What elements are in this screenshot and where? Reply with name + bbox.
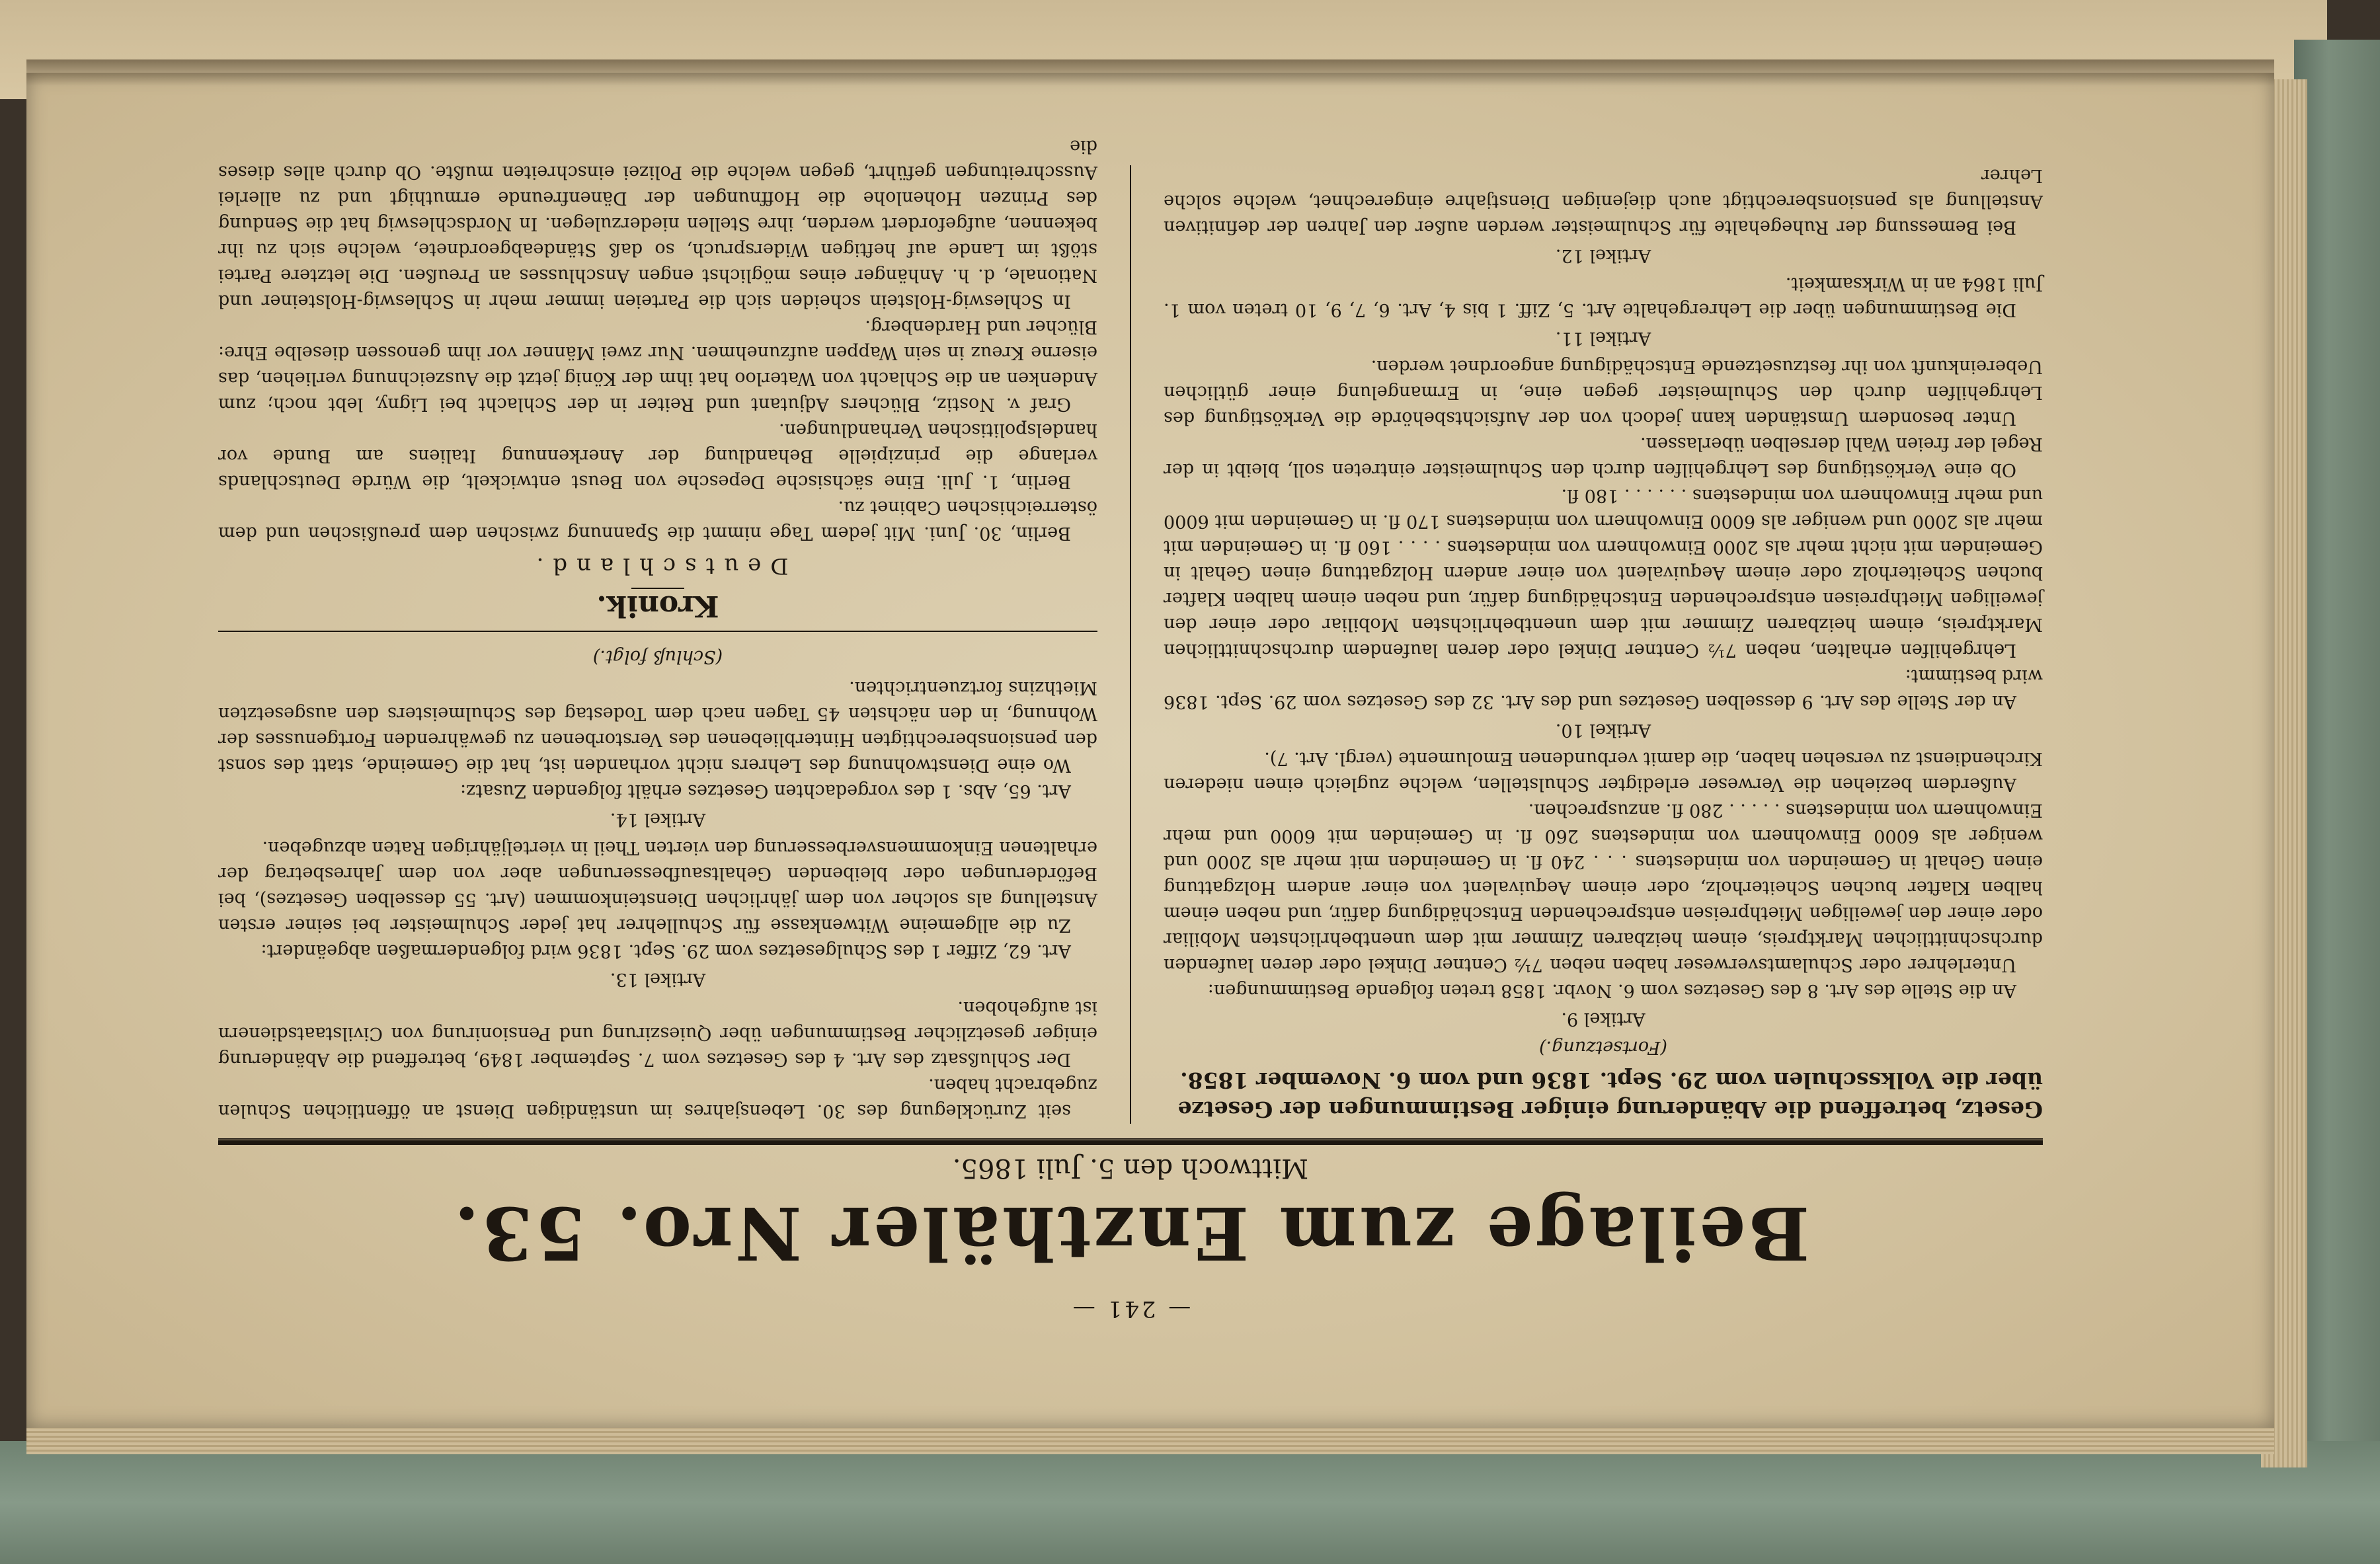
law-headline: Gesetz, betreffend die Abänderung einiger Bestimmungen der Gesetze über die Volksschulen vom 29. Sept. 1836 und vom 6. November 1858.	[1177, 1068, 2043, 1122]
paragraph: Ob eine Verköstigung des Lehrgehilfen durch den Schulmeister eintreten soll, bleibt in der Regel der freien Wahl derselben überlassen.	[1164, 434, 2043, 480]
news-item: Berlin, 1. Juli. Eine sächsische Depesche von Beust entwickelt, die Würde Deutschlands verlange die prinzipielle Behandlung der Anerkennung Italiens am Bunde vor handelspolitischen Verhandlungen.	[218, 420, 1097, 492]
book-cover-bottom	[0, 1441, 2380, 1564]
paragraph: seit Zurücklegung des 30. Lebensjahres im unständigen Dienst an öffentlichen Schulen zugebracht haben.	[218, 1075, 1097, 1121]
page-number: — 241 —	[1070, 1296, 1191, 1322]
paragraph: Art. 65, Abs. 1 des vorgedachten Gesetzes erhält folgenden Zusatz:	[460, 781, 1071, 801]
paragraph: Die Bestimmungen über die Lehrergehalte Art. 5, Ziff. 1 bis 4, Art. 6, 7, 9, 10 treten vom 1. Juli 1864 an in Wirksamkeit.	[1164, 274, 2043, 320]
paragraph: Art. 62, Ziffer 1 des Schulgesetzes vom 29. Sept. 1836 wird folgendermaßen abgeändert:	[260, 941, 1071, 961]
paragraph: Zu die allgemeine Witwenkasse für Schullehrer hat jeder Schulmeister bei seiner ersten Anstellung als solcher von dem jährlichen Diensteinkommen (Art. 55 desselben Gesetzes), bei Beförderungen oder bleibenden Gehaltsaufbesserungen aber von dem Jahresbetrag der erhaltenen Einkommensverbesserung den vierten Theil in vierteljährigen Raten abzugeben.	[218, 838, 1097, 935]
artikel-heading: Artikel 10.	[1555, 720, 1651, 740]
artikel-heading: Artikel 11.	[1555, 328, 1651, 348]
page-content-rotated	[218, 136, 2043, 1322]
news-item: Berlin, 30. Juni. Mit jedem Tage nimmt die Spannung zwischen dem preußischen und dem österreichischen Cabinet zu.	[218, 497, 1097, 543]
news-item: In Schleswig-Holstein scheiden sich die Parteien immer mehr in Schleswig-Holsteiner und Nationale, d. h. Anhänger eines möglichst engen Anschlusses an Preußen. Die letztere Partei stößt im Lande auf heftigen Widerspruch, so daß Ständeabgeordnete, welche sich zu ihr bekennen, aufgefordert werden, ihre Stellen niederzulegen. In Nordschleswig hat die Sendung des Prinzen Hohenlohe die Hoffnungen der Dänenfreunde ermuthigt und zu allerlei Ausschreitungen geführt, gegen welche die Polizei einschreiten mußte. Ob durch alles dieses die	[218, 136, 1097, 311]
left-column	[1164, 163, 2043, 1124]
dateline: Mittwoch den 5. Juli 1865.	[952, 1153, 1309, 1183]
paragraph: Unterlehrer oder Schulamtsverweser haben neben 7½ Centner Dinkel oder deren laufenden durchschnittlichen Marktpreis, einem heizbaren Zimmer mit dem unentbehrlichsten Mobiliar oder einer den jeweiligen Miethpreisen entsprechenden Entschädigung dafür, und neben einem halben Klafter buchen Scheiterholz, oder einem Aequivalent von einer andern Holzgattung einen Gehalt in Gemeinden von mindestens . . . 240 fl. in Gemeinden mit mehr als 2000 und weniger als 6000 Einwohnern von mindestens 260 fl. in Gemeinden mit 6000 und mehr Einwohnern von mindestens . . . . . 280 fl. anzusprechen.	[1164, 800, 2043, 975]
paragraph: Unter besondern Umständen kann jedoch von der Aufsichtsbehörde die Verköstigung des Lehrgehilfen durch den Schulmeister gegen eine, in Ermangelung einer gütlichen Uebereinkunft von ihr festzusetzende Entschädigung angeordnet werden.	[1164, 356, 2043, 428]
paragraph: Wo eine Dienstwohnung des Lehrers nicht vorhanden ist, hat die Gemeinde, statt des sonst den pensionsberechtigten Hinterbliebenen des Verstorbenen zu gewährenden Fortgenusses der Wohnung, in den nächsten 45 Tagen nach dem Todestag des Schulmeisters den ausgesetzten Miethzins fortzuentrichten.	[218, 678, 1097, 775]
section-divider	[218, 631, 1097, 632]
paragraph: Lehrgehilfen erhalten, neben 7½ Centner Dinkel oder deren laufendem durchschnittlichen Marktpreis, einem heizbaren Zimmer mit dem unentbehrlichsten Mobiliar oder einer den jeweiligen Miethpreisen entsprechenden Entschädigung dafür, und neben einem halben Klafter buchen Scheiterholz oder einem Aequivalent von einer andern Holzgattung einen Gehalt in Gemeinden mit nicht mehr als 2000 Einwohnern von mindestens . . . . 160 fl. in Gemeinden mit mehr als 2000 und weniger als 6000 Einwohnern von mindestens 170 fl. in Gemeinden mit 6000 und mehr Einwohnern von mindestens . . . . . . 180 fl.	[1164, 485, 2043, 660]
column-divider	[1130, 165, 1131, 1124]
right-column	[218, 134, 1097, 1124]
paragraph: An die Stelle des Art. 8 des Gesetzes vom 6. Novbr. 1858 treten folgende Bestimmungen:	[1207, 980, 2016, 1001]
artikel-heading: Artikel 9.	[1561, 1009, 1646, 1029]
paragraph: Außerdem beziehen die Verweser erledigter Schulstellen, welche zugleich einen niederen Kirchendienst zu versehen haben, die damit verbundenen Emolumente (vergl. Art. 7).	[1164, 748, 2043, 795]
artikel-heading: Artikel 12.	[1555, 245, 1651, 266]
paragraph: An der Stelle des Art. 9 desselben Gesetzes und des Art. 32 des Gesetzes vom 29. Sept. 1836 wird bestimmt:	[1164, 666, 2043, 712]
artikel-heading: Artikel 14.	[610, 809, 706, 830]
book-gutter-shadow	[26, 59, 2274, 86]
chronicle-heading: Kronik.	[596, 589, 719, 623]
news-item: Graf v. Nostiz, Blüchers Adjutant und Reiter in der Schlacht bei Ligny, lebt noch; zum Andenken an die Schlacht von Waterloo hat ihm der König jetzt die Auszeichnung verliehen, das eiserne Kreuz in sein Wappen aufzunehmen. Nur zwei Männer vor ihm genossen dieselbe Ehre: Blücher und Hardenberg.	[218, 317, 1097, 414]
to-be-continued-note: (Schluß folgt.)	[592, 646, 723, 667]
paragraph: Bei Bemessung der Ruhegehalte für Schulmeister werden außer den Jahren der definitiven Anstellung als pensionsberechtigt auch diejenigen Dienstjahre eingerechnet, welche solche Lehrer	[1164, 165, 2043, 237]
continuation-note: (Fortsetzung.)	[1539, 1037, 1667, 1058]
paragraph: Der Schlußsatz des Art. 4 des Gesetzes vom 7. September 1849, betreffend die Abänderung einiger gesetzlicher Bestimmungen über Quieszirung und Pensionirung von Civilstaatsdienern ist aufgehoben.	[218, 997, 1097, 1070]
country-heading: Deutschland.	[527, 553, 789, 579]
artikel-heading: Artikel 13.	[610, 969, 706, 990]
masthead-title: Beilage zum Enzthäler Nro. 53.	[451, 1191, 1810, 1276]
masthead-rule	[218, 1138, 2043, 1145]
